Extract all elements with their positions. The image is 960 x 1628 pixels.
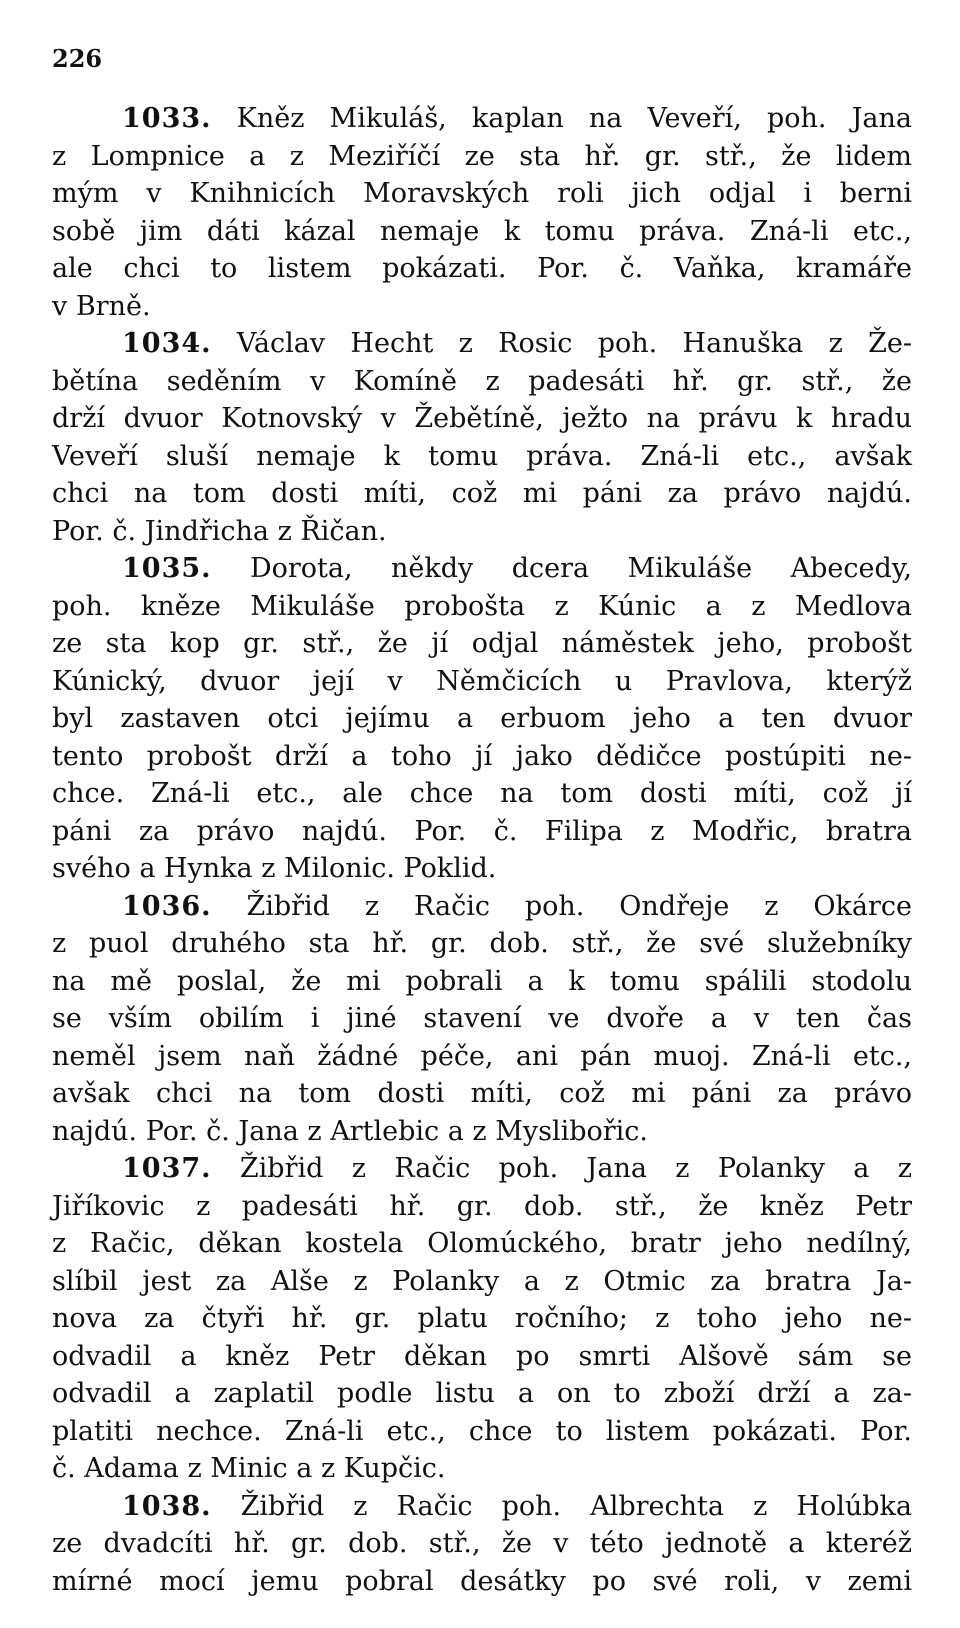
line-text: odvadil a kněz Petr děkan po smrti Alšově sám se [52,1340,912,1372]
text-line [52,1525,912,1563]
line-text: ale chci to listem pokázati. Por. č. Vaňka, kramáře [52,253,912,284]
line-text: neměl jsem naň žádné péče, ani pán muoj. Zná-li etc., [52,1040,912,1072]
text-line [52,850,912,888]
line-text: Žibřid z Račic poh. Jana z Polanky a z [211,1153,912,1184]
text-line [52,813,912,851]
line-text: chce. Zná-li etc., ale chce na tom dosti míti, což jí [52,778,912,809]
line-text: Žibřid z Račic poh. Ondřeje z Okárce [211,890,912,922]
line-text: č. Adama z Minic a z Kupčic. [52,1453,446,1484]
line-text: Václav Hecht z Rosic poh. Hanuška z Že- [211,328,912,359]
line-text: tento probošt drží a toho jí jako dědičce postúpiti ne- [52,740,912,772]
line-text: svého a Hynka z Milonic. Poklid. [52,853,497,884]
text-line [52,1563,912,1601]
line-text: bětína seděním v Komíně z padesáti hř. gr. stř., že [52,365,912,397]
text-line [52,588,912,626]
body-text [52,100,912,1600]
line-text: Kněz Mikuláš, kaplan na Veveří, poh. Jana [211,103,912,134]
text-line [52,963,912,1001]
text-line [52,925,912,963]
text-line [52,513,912,551]
text-line [52,1038,912,1076]
line-text: mým v Knihnicích Moravských roli jich odjal i berni [52,178,912,209]
line-text: nova za čtyři hř. gr. platu ročního; z toho jeho ne- [52,1303,912,1334]
text-line [52,775,912,813]
text-line [52,1000,912,1038]
line-text: najdú. Por. č. Jana z Artlebic a z Myslibořic. [52,1115,649,1147]
text-line [52,1338,912,1376]
text-line [52,288,912,326]
line-text: Kúnický, dvuor její v Němčicích u Pravlova, kterýž [52,665,912,697]
text-line [52,1263,912,1301]
line-text: avšak chci na tom dosti míti, což mi páni za právo [52,1078,912,1109]
text-line [52,175,912,213]
text-line [52,400,912,438]
line-text: Dorota, někdy dcera Mikuláše Abecedy, [211,553,912,584]
entry-number: 1033. [122,103,212,134]
text-line [52,625,912,663]
text-line [52,700,912,738]
line-text: na mě poslal, že mi pobrali a k tomu spálili stodolu [52,965,912,997]
text-line [52,363,912,401]
text-line [52,475,912,513]
text-line [52,250,912,288]
entry-first-line [52,325,912,363]
text-line [52,138,912,176]
line-text: z puol druhého sta hř. gr. dob. stř., že své služebníky [52,928,912,959]
line-text: ze dvadcíti hř. gr. dob. stř., že v této jednotě a kteréž [52,1528,912,1559]
entry-first-line [52,1150,912,1188]
line-text: chci na tom dosti míti, což mi páni za právo najdú. [52,478,912,509]
line-text: ze sta kop gr. stř., že jí odjal náměstek jeho, probošt [52,628,912,659]
page-number: 226 [52,44,103,73]
line-text: platiti nechce. Zná-li etc., chce to listem pokázati. Por. [52,1415,912,1447]
entry-first-line [52,888,912,926]
text-line [52,1188,912,1226]
text-line [52,1075,912,1113]
line-text: Jiříkovic z padesáti hř. gr. dob. stř., že kněz Petr [52,1190,912,1222]
text-line [52,1413,912,1451]
entry-number: 1034. [122,328,212,359]
text-line [52,213,912,251]
entry-number: 1038. [122,1490,212,1522]
line-text: sobě jim dáti kázal nemaje k tomu práva. Zná-li etc., [52,215,912,247]
text-line [52,1300,912,1338]
line-text: byl zastaven otci jejímu a erbuom jeho a ten dvuor [52,703,912,734]
line-text: Žibřid z Račic poh. Albrechta z Holúbka [211,1490,912,1522]
line-text: Por. č. Jindřicha z Řičan. [52,515,387,547]
line-text: odvadil a zaplatil podle listu a on to zboží drží a za- [52,1378,912,1409]
text-line [52,1375,912,1413]
text-line [52,1450,912,1488]
entry-number: 1036. [122,890,212,922]
line-text: z Lompnice a z Meziříčí ze sta hř. gr. stř., že lidem [52,140,912,172]
line-text: z Račic, děkan kostela Olomúckého, bratr jeho nedílný, [52,1228,912,1259]
line-text: v Brně. [52,290,151,322]
text-line [52,1225,912,1263]
line-text: drží dvuor Kotnovský v Žebětíně, ježto na právu k hradu [52,403,912,434]
entry-number: 1035. [122,553,212,584]
entry-first-line [52,550,912,588]
text-line [52,1113,912,1151]
line-text: páni za právo najdú. Por. č. Filipa z Modřic, bratra [52,815,912,847]
text-line [52,663,912,701]
text-line [52,738,912,776]
line-text: se vším obilím i jiné stavení ve dvoře a v ten čas [52,1003,912,1034]
entry-first-line [52,100,912,138]
entry-number: 1037. [122,1153,212,1184]
line-text: Veveří sluší nemaje k tomu práva. Zná-li etc., avšak [52,440,912,472]
line-text: mírné mocí jemu pobral desátky po své roli, v zemi [52,1565,912,1597]
entry-first-line [52,1488,912,1526]
line-text: slíbil jest za Alše z Polanky a z Otmic za bratra Ja- [52,1265,912,1297]
text-line [52,438,912,476]
line-text: poh. kněze Mikuláše probošta z Kúnic a z Medlova [52,590,912,622]
